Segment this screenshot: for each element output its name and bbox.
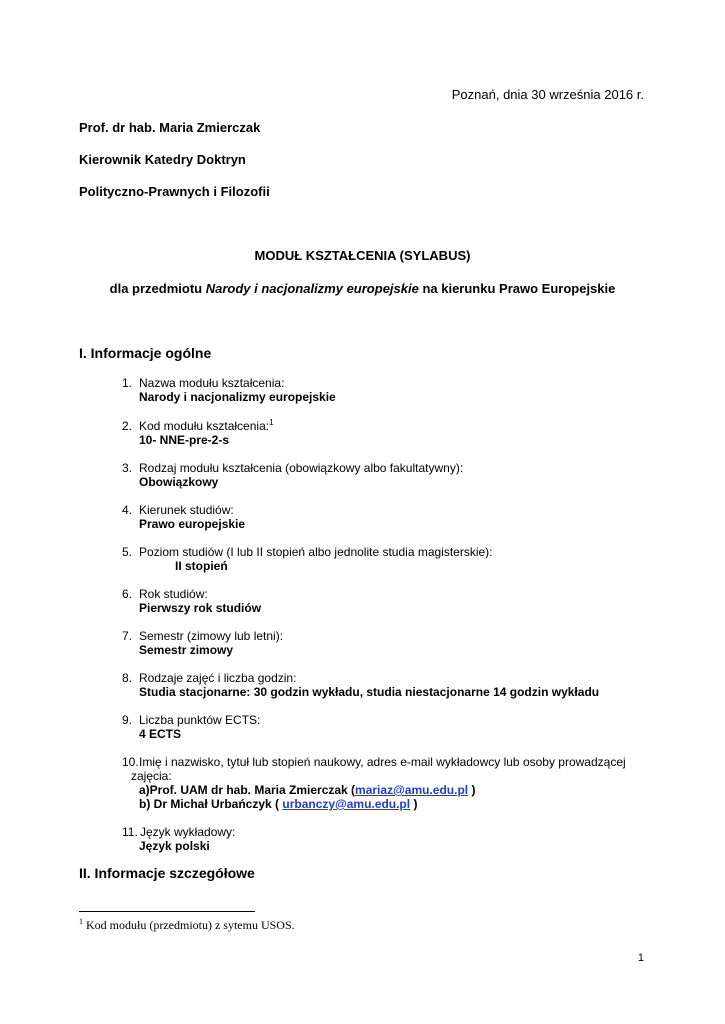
footnote (79, 918, 295, 933)
item-number: 4. (122, 503, 133, 517)
item-value: 10- NNE-pre-2-s (139, 433, 230, 447)
place-date: Poznań, dnia 30 września 2016 r. (451, 87, 644, 102)
footnote-separator (79, 911, 255, 912)
item-value: Pierwszy rok studiów (139, 601, 262, 615)
document-title: MODUŁ KSZTAŁCENIA (SYLABUS) (254, 248, 471, 263)
item-number: 5. (122, 545, 133, 559)
item-label: Semestr (zimowy lub letni): (139, 629, 284, 643)
lecturer-a-suffix: ) (468, 783, 476, 797)
footnote-text: Kod modułu (przedmiotu) z sytemu USOS. (83, 918, 295, 932)
item-label: Imię i nazwisko, tytuł lub stopień naukowy, adres e-mail wykładowcy lub osoby prowadzącej (139, 755, 626, 769)
item-label: Kierunek studiów: (139, 503, 234, 517)
item-number: 7. (122, 629, 133, 643)
footnote-reference: 1 (269, 418, 274, 427)
lecturer-a-name: a)Prof. UAM dr hab. Maria Zmierczak ( (139, 783, 356, 797)
lecturer-b-email-link[interactable]: urbanczy@amu.edu.pl (282, 797, 411, 811)
document-subtitle (0, 281, 725, 296)
item-number: 1. (122, 376, 133, 390)
item-value: Studia stacjonarne: 30 godzin wykładu, studia niestacjonarne 14 godzin wykładu (139, 685, 600, 699)
item-number: 8. (122, 671, 133, 685)
item-label: Nazwa modułu kształcenia: (139, 376, 285, 390)
item-label-text: Kod modułu kształcenia: (139, 419, 270, 433)
item-label: Rok studiów: (139, 587, 208, 601)
item-value: Obowiązkowy (139, 475, 219, 489)
item-value: Język polski (139, 839, 210, 853)
lecturer-b (139, 797, 417, 811)
item-value: II stopień (175, 559, 228, 573)
subtitle-suffix: na kierunku Prawo Europejskie (418, 281, 616, 296)
item-number: 6. (122, 587, 133, 601)
lecturer-b-suffix: ) (410, 797, 418, 811)
item-value: Semestr zimowy (139, 643, 234, 657)
item-number: 10. (122, 755, 139, 769)
item-number: 11. (122, 825, 138, 839)
author-name: Prof. dr hab. Maria Zmierczak (79, 120, 261, 135)
item-value: Narody i nacjonalizmy europejskie (139, 390, 336, 404)
author-department: Polityczno-Prawnych i Filozofii (79, 184, 270, 199)
item-value: 4 ECTS (139, 727, 182, 741)
subtitle-prefix: dla przedmiotu (109, 281, 206, 296)
item-label: Liczba punktów ECTS: (139, 713, 261, 727)
item-label (139, 419, 274, 433)
author-position: Kierownik Katedry Doktryn (79, 152, 246, 167)
item-label: Rodzaj modułu kształcenia (obowiązkowy albo fakultatywny): (139, 461, 464, 475)
item-number: 9. (122, 713, 133, 727)
lecturer-a (139, 783, 475, 797)
item-number: 3. (122, 461, 133, 475)
item-label-continued: zajęcia: (131, 769, 172, 783)
item-value: Prawo europejskie (139, 517, 246, 531)
section-heading-general: I. Informacje ogólne (79, 345, 212, 361)
subject-name: Narody i nacjonalizmy europejskie (205, 281, 419, 296)
item-label: Język wykładowy: (140, 825, 236, 839)
page-number: 1 (637, 952, 644, 964)
footnote-mark: 1 (79, 917, 83, 926)
section-heading-detailed: II. Informacje szczegółowe (79, 865, 255, 881)
item-number: 2. (122, 419, 133, 433)
item-label: Poziom studiów (I lub II stopień albo jednolite studia magisterskie): (139, 545, 493, 559)
lecturer-a-email-link[interactable]: mariaz@amu.edu.pl (355, 783, 469, 797)
lecturer-b-name: b) Dr Michał Urbańczyk ( (139, 797, 283, 811)
item-label: Rodzaje zajęć i liczba godzin: (139, 671, 297, 685)
